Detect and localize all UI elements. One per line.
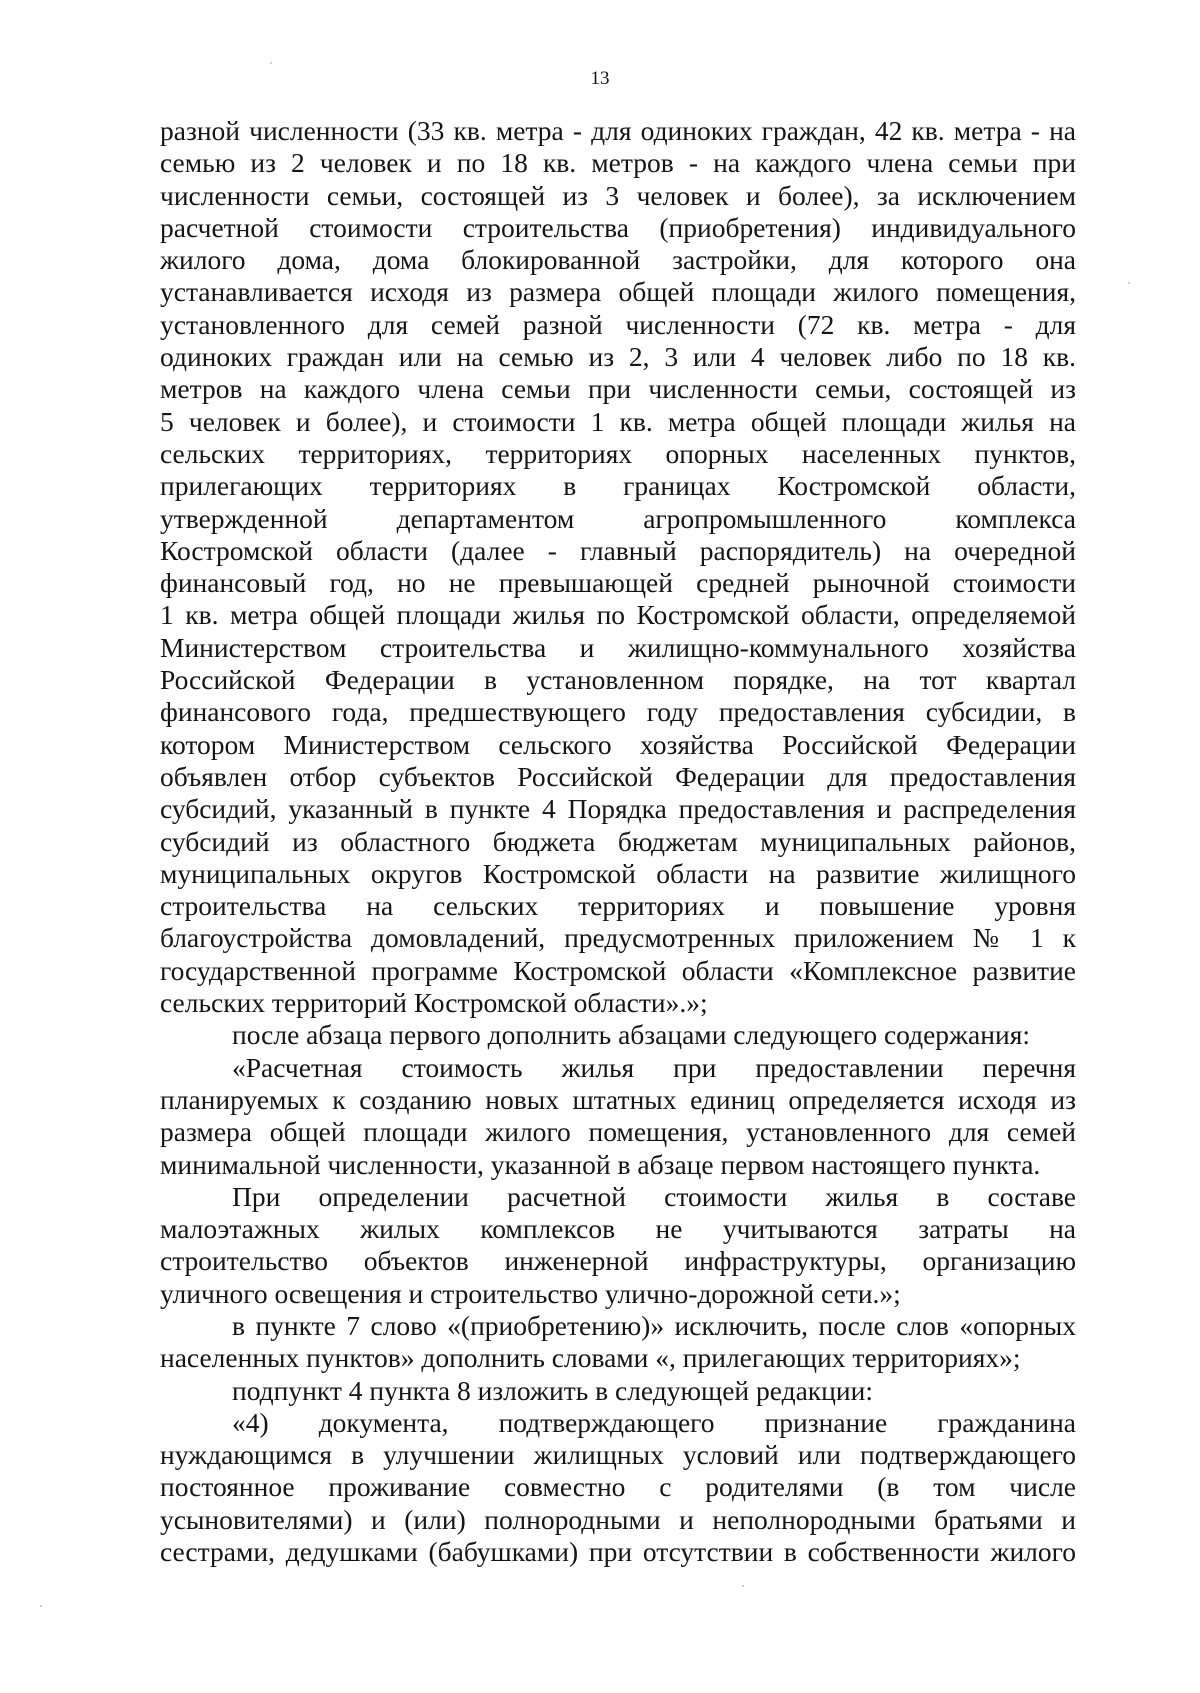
text-line: сельских территорий Костромской области».»; [160, 987, 708, 1019]
scan-speck [270, 62, 272, 64]
text-line: усыновителями) и (или) полнородными и неполнородными братьями и [160, 1503, 1076, 1535]
text-line: сельских территориях, территориях опорных населенных пунктов, [160, 437, 1076, 469]
text-line: метров на каждого члена семьи при численности семьи, состоящей из [160, 373, 1076, 405]
text-line: субсидий из областного бюджета бюджетам муниципальных районов, [160, 825, 1076, 857]
text-line: постоянное проживание совместно с родителями (в том числе [160, 1471, 1076, 1503]
scan-speck [40, 1605, 42, 1607]
text-line: минимальной численности, указанной в абзаце первом настоящего пункта. [160, 1148, 1041, 1180]
scan-speck [1128, 282, 1130, 284]
text-line: размера общей площади жилого помещения, установленного для семей [160, 1116, 1076, 1148]
body-text [160, 115, 1076, 1568]
text-line: населенных пунктов» дополнить словами «, прилегающих территориях»; [160, 1342, 1021, 1374]
text-line: устанавливается исходя из размера общей площади жилого помещения, [160, 276, 1076, 308]
text-line: 1 кв. метра общей площади жилья по Костромской области, определяемой [160, 599, 1076, 631]
text-line: разной численности (33 кв. метра - для одиноких граждан, 42 кв. метра - на [160, 115, 1076, 146]
text-line: малоэтажных жилых комплексов не учитываются затраты на [160, 1213, 1076, 1245]
text-line: прилегающих территориях в границах Костромской области, [160, 470, 1076, 502]
text-line: в пункте 7 слово «(приобретению)» исключить, после слов «опорных [232, 1309, 1076, 1341]
text-line: Министерством строительства и жилищно-коммунального хозяйства [160, 631, 1076, 663]
text-line: сестрами, дедушками (бабушками) при отсутствии в собственности жилого [160, 1536, 1076, 1568]
text-line: финансового года, предшествующего году предоставления субсидии, в [160, 696, 1076, 728]
text-line: котором Министерством сельского хозяйства Российской Федерации [160, 728, 1076, 760]
text-line: уличного освещения и строительство улично-дорожной сети.»; [160, 1277, 901, 1309]
text-line: финансовый год, но не превышающей средней рыночной стоимости [160, 567, 1076, 599]
text-line: 5 человек и более), и стоимости 1 кв. метра общей площади жилья на [160, 405, 1076, 437]
text-line: субсидий, указанный в пункте 4 Порядка предоставления и распределения [160, 793, 1076, 825]
text-line: муниципальных округов Костромской области на развитие жилищного [160, 857, 1076, 889]
text-line: Российской Федерации в установленном порядке, на тот квартал [160, 664, 1076, 696]
text-line: численности семьи, состоящей из 3 человек и более), за исключением [160, 179, 1076, 211]
scan-speck [742, 1585, 744, 1587]
text-line: При определении расчетной стоимости жилья в составе [232, 1180, 1076, 1212]
text-line: подпункт 4 пункта 8 изложить в следующей редакции: [232, 1374, 873, 1406]
text-line: нуждающимся в улучшении жилищных условий или подтверждающего [160, 1439, 1076, 1471]
text-line: строительство объектов инженерной инфраструктуры, организацию [160, 1245, 1076, 1277]
text-line: «Расчетная стоимость жилья при предоставлении перечня [232, 1051, 1076, 1083]
text-line: Костромской области (далее - главный распорядитель) на очередной [160, 534, 1076, 566]
text-line: «4) документа, подтверждающего признание гражданина [232, 1406, 1076, 1438]
text-line: объявлен отбор субъектов Российской Федерации для предоставления [160, 760, 1076, 792]
text-line: планируемых к созданию новых штатных единиц определяется исходя из [160, 1083, 1076, 1115]
text-line: расчетной стоимости строительства (приобретения) индивидуального [160, 211, 1076, 243]
text-line: строительства на сельских территориях и повышение уровня [160, 890, 1076, 922]
page-number: 13 [590, 68, 610, 89]
text-line: одиноких граждан или на семью из 2, 3 или 4 человек либо по 18 кв. [160, 341, 1076, 373]
text-line: после абзаца первого дополнить абзацами следующего содержания: [232, 1019, 1030, 1051]
text-line: благоустройства домовладений, предусмотренных приложением № 1 к [160, 922, 1076, 954]
text-line: установленного для семей разной численности (72 кв. метра - для [160, 308, 1076, 340]
text-line: жилого дома, дома блокированной застройки, для которого она [160, 244, 1076, 276]
text-line: семью из 2 человек и по 18 кв. метров - на каждого члена семьи при [160, 147, 1076, 179]
text-line: государственной программе Костромской области «Комплексное развитие [160, 954, 1076, 986]
text-line: утвержденной департаментом агропромышленного комплекса [160, 502, 1076, 534]
